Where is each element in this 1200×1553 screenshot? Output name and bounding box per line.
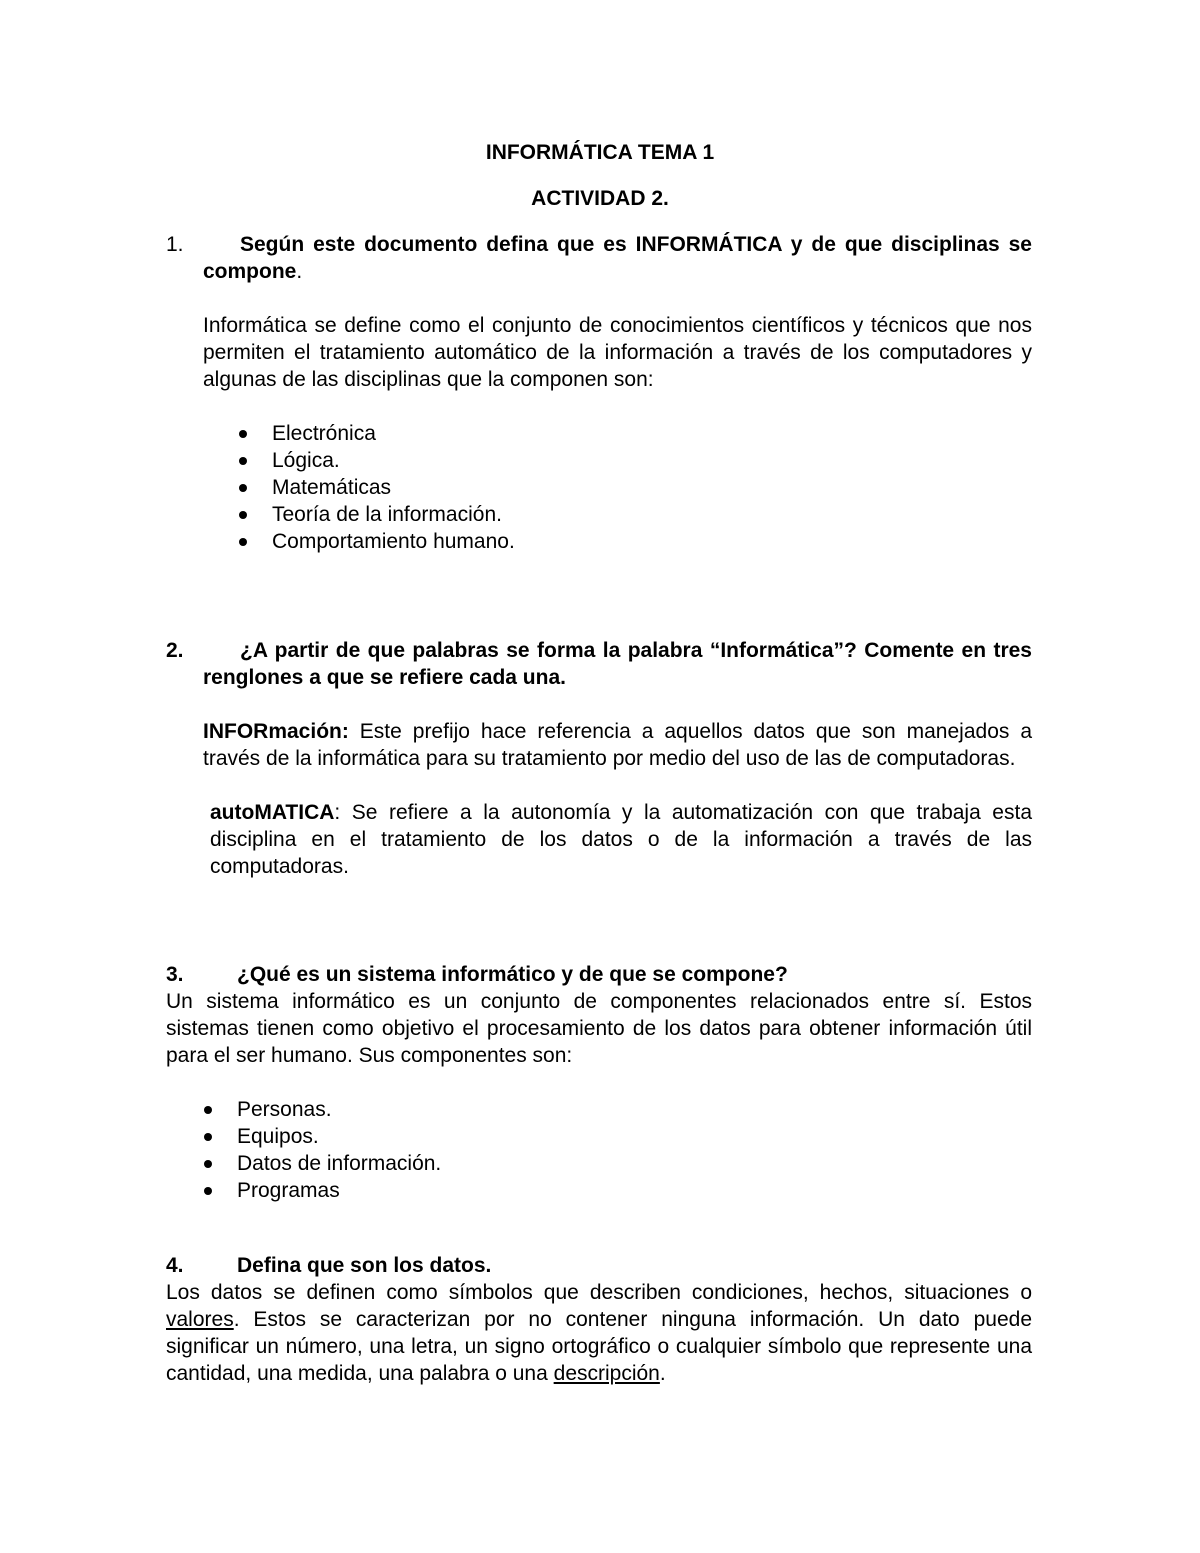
question-1-number: 1. <box>166 233 184 256</box>
disciplines-list <box>166 420 1032 555</box>
link-descripcion[interactable]: descripción <box>553 1362 660 1385</box>
question-4-text: 4. Defina que son los datos. <box>166 1254 492 1277</box>
question-4-number: 4. <box>166 1254 184 1277</box>
document-subtitle: ACTIVIDAD 2. <box>531 187 669 210</box>
list-item: Programas <box>237 1177 1032 1204</box>
term-automatica: autoMATICA <box>210 801 335 824</box>
components-list <box>166 1096 1032 1204</box>
question-1-answer: Informática se define como el conjunto de conocimientos científicos y técnicos que nos permiten el tratamiento automático de la información a través de los computadores y algunas de las disciplinas que la componen son: <box>203 314 1032 391</box>
question-2-answer-1: INFORmación: Este prefijo hace referencia a aquellos datos que son manejados a través de la informática para su tratamiento por medio del uso de las de computadoras. <box>203 720 1032 770</box>
list-item: Lógica. <box>272 447 1032 474</box>
term-informacion: INFORmación: <box>203 720 349 743</box>
question-3 <box>166 961 1032 1204</box>
question-3-text: 3. ¿Qué es un sistema informático y de que se compone? <box>166 963 788 986</box>
question-4 <box>166 1252 1032 1387</box>
question-2-answer-2: autoMATICA: Se refiere a la autonomía y la automatización con que trabaja esta disciplina en el tratamiento de los datos o de la información a través de las computadoras. <box>210 801 1032 878</box>
list-item: Teoría de la información. <box>272 501 1032 528</box>
question-3-answer: Un sistema informático es un conjunto de componentes relacionados entre sí. Estos sistemas tienen como objetivo el procesamiento de los datos para obtener información útil para el ser humano. Sus componentes son: <box>166 990 1032 1067</box>
list-item: Datos de información. <box>237 1150 1032 1177</box>
question-2 <box>166 637 1032 880</box>
list-item: Matemáticas <box>272 474 1032 501</box>
question-2-number: 2. <box>166 639 184 662</box>
list-item: Equipos. <box>237 1123 1032 1150</box>
list-item: Comportamiento humano. <box>272 528 1032 555</box>
question-2-text: 2. ¿A partir de que palabras se forma la palabra “Informática”? Comente en tres renglones a que se refiere cada una. <box>166 639 1032 689</box>
document-title: INFORMÁTICA TEMA 1 <box>485 141 715 164</box>
question-3-number: 3. <box>166 963 184 986</box>
link-valores[interactable]: valores <box>166 1308 234 1331</box>
list-item: Personas. <box>237 1096 1032 1123</box>
question-1-text: 1. Según este documento defina que es INFORMÁTICA y de que disciplinas se compone. <box>166 233 1032 283</box>
list-item: Electrónica <box>272 420 1032 447</box>
question-1 <box>166 231 1032 555</box>
question-4-answer: Los datos se definen como símbolos que describen condiciones, hechos, situaciones o valores. Estos se caracterizan por no contener ninguna información. Un dato puede significar un número, una letra, un signo ortográfico o cualquier símbolo que represente una cantidad, una medida, una palabra o una descripción. <box>166 1281 1032 1385</box>
